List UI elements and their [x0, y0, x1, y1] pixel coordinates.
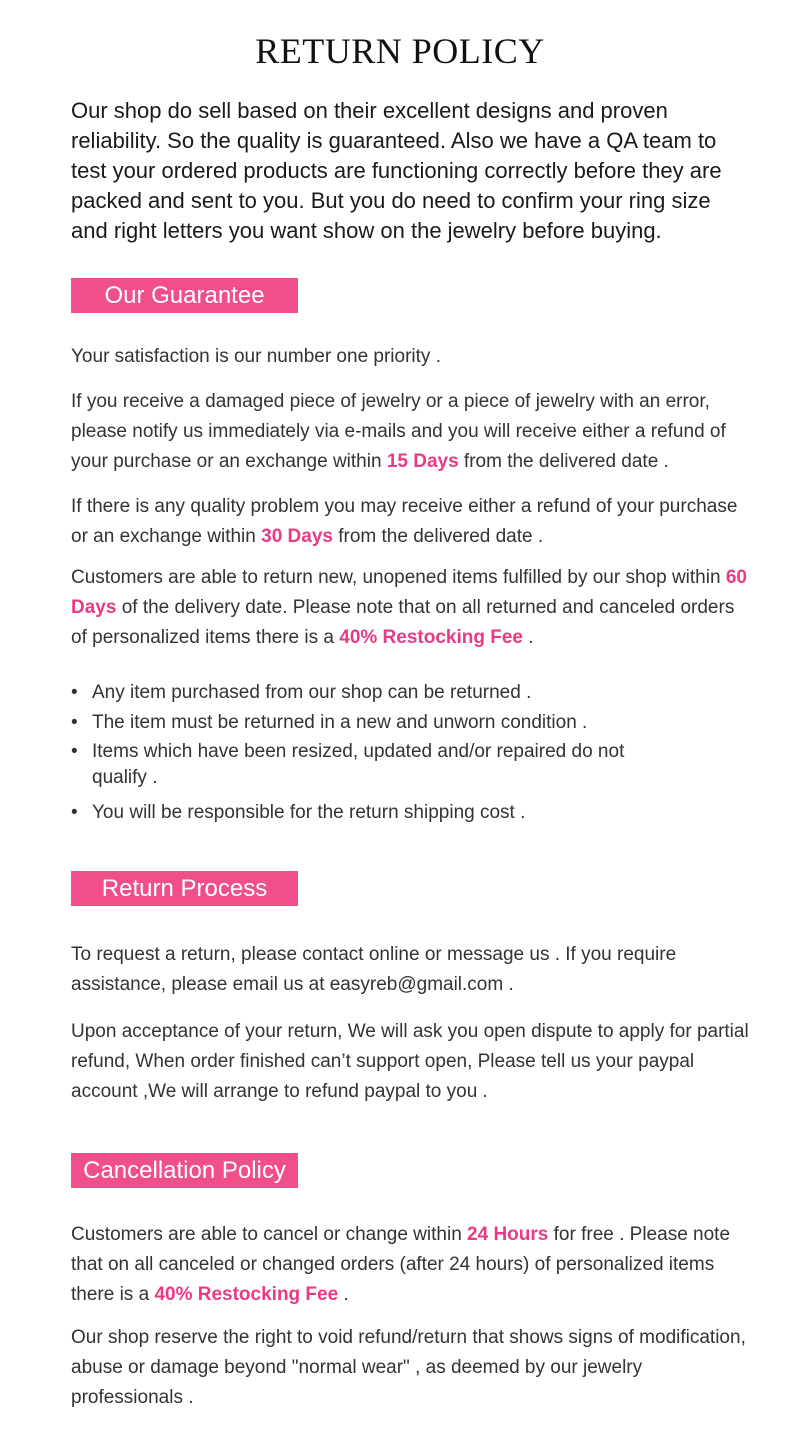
- highlight-30-days: 30 Days: [261, 526, 333, 547]
- guarantee-bullet-list: [71, 679, 671, 829]
- text-span: If you receive a damaged piece of jewelry or a piece of jewelry with an error, please notify us immediately via e-mails and you will receive either a refund of your purchase or an exchange within: [71, 391, 726, 472]
- guarantee-quality-text: [71, 492, 751, 552]
- section-heading-cancellation: Cancellation Policy: [71, 1153, 298, 1188]
- text-span: from the delivered date .: [458, 451, 669, 472]
- highlight-24-hours: 24 Hours: [467, 1224, 549, 1245]
- guarantee-priority-text: Your satisfaction is our number one priority .: [71, 346, 441, 367]
- list-item: [71, 709, 671, 737]
- cancellation-change-text: [71, 1220, 751, 1310]
- highlight-restocking-fee: 40% Restocking Fee: [154, 1284, 339, 1305]
- bullet-icon: •: [71, 682, 78, 703]
- list-item-text: The item must be returned in a new and unworn condition .: [92, 712, 588, 733]
- process-contact-text: To request a return, please contact online or message us . If you require assistance, please email us at easyreb@gmail.com .: [71, 944, 677, 995]
- cancellation-void-text: Our shop reserve the right to void refund/return that shows signs of modification, abuse or damage beyond "normal wear" , as deemed by our jewelry professionals .: [71, 1327, 746, 1408]
- list-item-text: Items which have been resized, updated and/or repaired do not qualify .: [92, 741, 625, 788]
- intro-text: Our shop do sell based on their excellent designs and proven reliability. So the quality is guaranteed. Also we have a QA team to test your ordered products are functioning correctly before they are packed and sent to you. But you do need to confirm your ring size and right letters you want show on the jewelry before buying.: [71, 98, 722, 243]
- process-refund-text: Upon acceptance of your return, We will ask you open dispute to apply for partial refund, When order finished can’t support open, Please tell us your paypal account ,We will arrange to refund paypal to you .: [71, 1021, 749, 1102]
- bullet-icon: •: [71, 802, 78, 823]
- bullet-icon: •: [71, 712, 78, 733]
- guarantee-damaged-text: [71, 387, 751, 477]
- text-span: If there is any quality problem you may receive either a refund of your purchase or an exchange within: [71, 496, 738, 547]
- text-span: for free . Please note that on all canceled or changed orders (after 24 hours) of personalized items there is a: [71, 1224, 731, 1305]
- text-span: .: [523, 627, 534, 648]
- bullet-icon: •: [71, 741, 78, 762]
- highlight-60-days: 60 Days: [71, 567, 747, 618]
- list-item: [71, 799, 671, 827]
- list-item-text: Any item purchased from our shop can be returned .: [92, 682, 532, 703]
- section-heading-guarantee: Our Guarantee: [71, 278, 298, 313]
- text-span: from the delivered date .: [332, 526, 544, 547]
- text-span: Customers are able to cancel or change within: [71, 1224, 468, 1245]
- highlight-restocking-fee: 40% Restocking Fee: [339, 627, 523, 648]
- section-heading-return-process: Return Process: [71, 871, 298, 906]
- list-item: [71, 739, 671, 791]
- page-title: RETURN POLICY: [255, 31, 545, 71]
- text-span: of the delivery date. Please note that on all returned and canceled orders of personalized items there is a: [71, 597, 735, 648]
- highlight-15-days: 15 Days: [386, 451, 459, 472]
- list-item: [71, 679, 671, 707]
- guarantee-return-text: [71, 563, 751, 653]
- list-item-text: You will be responsible for the return shipping cost .: [92, 802, 526, 823]
- text-span: .: [338, 1284, 349, 1305]
- text-span: Customers are able to return new, unopened items fulfilled by our shop within: [71, 567, 726, 588]
